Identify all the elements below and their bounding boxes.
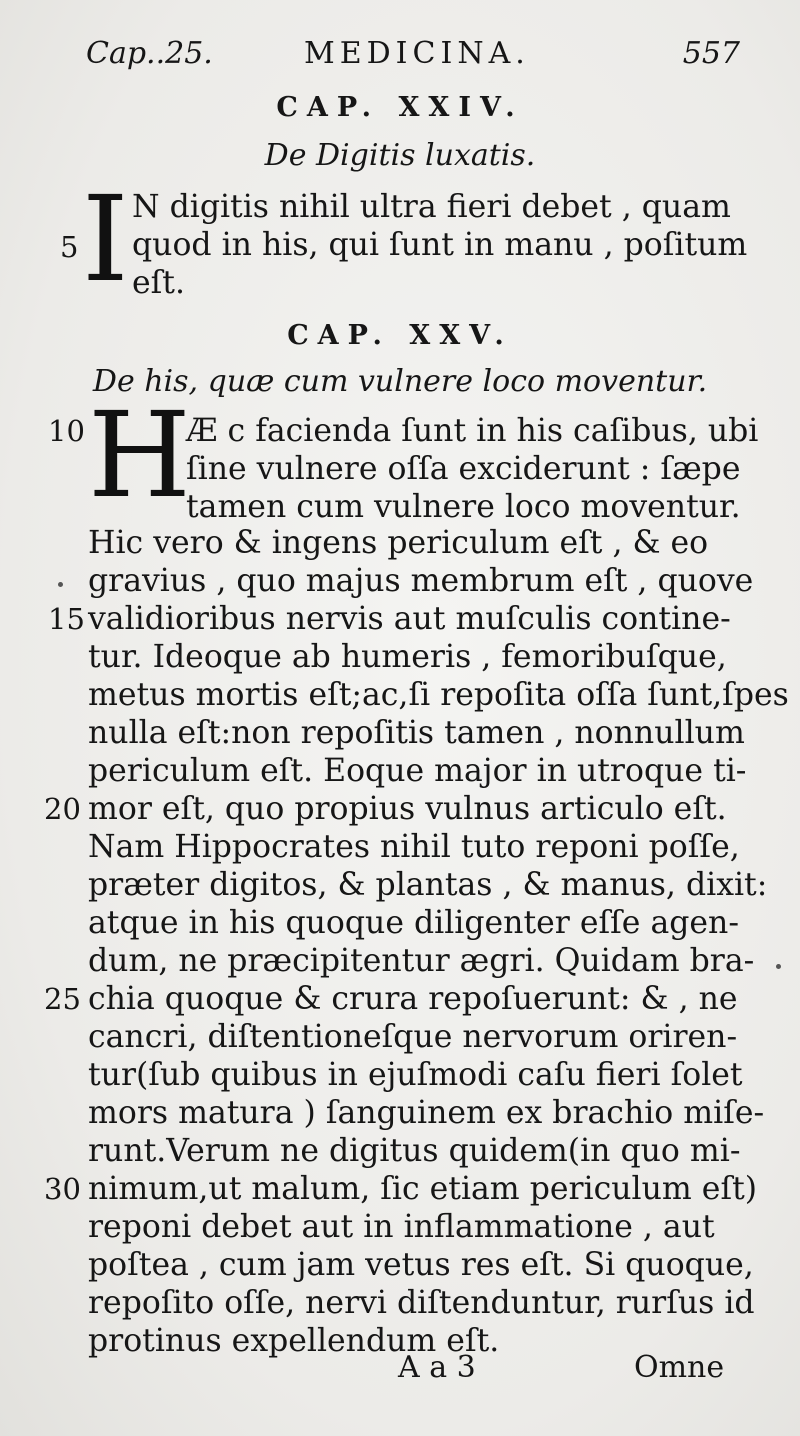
text-line: N digitis nihil ultra fieri debet , quam: [132, 189, 731, 225]
text-line: validioribus nervis aut muſculis contine-: [88, 601, 731, 637]
text-line: protinus expellendum eſt.: [88, 1323, 500, 1359]
text-line: præter digitos, & plantas , & manus, dixit:: [88, 867, 768, 903]
running-title: MEDICINA.: [304, 36, 530, 71]
signature-mark: A a 3: [398, 1350, 476, 1385]
margin-mark: [776, 964, 781, 969]
chapter-heading: CAP. XXV.: [287, 320, 513, 351]
chapter-heading: CAP. XXIV.: [276, 92, 524, 123]
text-line: cancri, diſtentioneſque nervorum oriren-: [88, 1019, 738, 1055]
text-line: dum, ne præcipitentur ægri. Quidam bra-: [88, 943, 755, 979]
text-line: reponi debet aut in inflammatione , aut: [88, 1209, 715, 1245]
text-line: mor eſt, quo propius vulnus articulo eſt.: [88, 791, 727, 827]
text-line: tur. Ideoque ab humeris , femoribuſque,: [88, 639, 727, 675]
text-line: quod in his, qui ſunt in manu , poſitum: [132, 227, 748, 263]
drop-capital: H: [88, 386, 191, 524]
line-number: 20: [44, 792, 81, 826]
margin-mark: [58, 582, 63, 587]
chapter-subtitle: De Digitis luxatis.: [264, 138, 536, 173]
page-number: 557: [682, 36, 740, 71]
text-line: chia quoque & crura repoſuerunt: & , ne: [88, 981, 738, 1017]
line-number: 5: [60, 230, 79, 264]
text-line: atque in his quoque diligenter eſſe agen-: [88, 905, 739, 941]
text-line: poſtea , cum jam vetus res eſt. Si quoque,: [88, 1247, 754, 1283]
text-line: Hic vero & ingens periculum eſt , & eo: [88, 525, 709, 561]
chapter-ref: Cap..25.: [86, 36, 213, 71]
text-line: nimum,ut malum, ſic etiam periculum eſt): [88, 1171, 758, 1207]
line-number: 30: [44, 1172, 81, 1206]
text-line: periculum eſt. Eoque major in utroque ti-: [88, 753, 747, 789]
text-line: tur(ſub quibus in ejuſmodi caſu fieri ſolet: [88, 1057, 743, 1093]
text-line: metus mortis eſt;ac,ſi repoſita oſſa ſunt,ſpes: [88, 677, 789, 713]
text-line: runt.Verum ne digitus quidem(in quo mi-: [88, 1133, 741, 1169]
line-number: 10: [48, 414, 85, 448]
text-line: mors matura ) ſanguinem ex brachio miſe-: [88, 1095, 765, 1131]
text-line: tamen cum vulnere loco moventur.: [186, 489, 741, 525]
line-number: 15: [48, 602, 85, 636]
drop-capital: I: [82, 170, 129, 308]
text-line: Æ c facienda ſunt in his caſibus, ubi: [186, 413, 759, 449]
chapter-subtitle: De his, quæ cum vulnere loco moventur.: [92, 364, 708, 399]
text-line: gravius , quo majus membrum eſt , quove: [88, 563, 754, 599]
text-line: eſt.: [132, 265, 185, 301]
catchword: Omne: [634, 1350, 725, 1385]
line-number: 25: [44, 982, 81, 1016]
text-line: nulla eſt:non repoſitis tamen , nonnullum: [88, 715, 745, 751]
text-line: Nam Hippocrates nihil tuto reponi poſſe,: [88, 829, 740, 865]
text-line: repoſito oſſe, nervi diſtenduntur, rurſus id: [88, 1285, 755, 1321]
text-line: ſine vulnere oſſa exciderunt : ſæpe: [186, 451, 741, 487]
running-header: [86, 36, 740, 80]
